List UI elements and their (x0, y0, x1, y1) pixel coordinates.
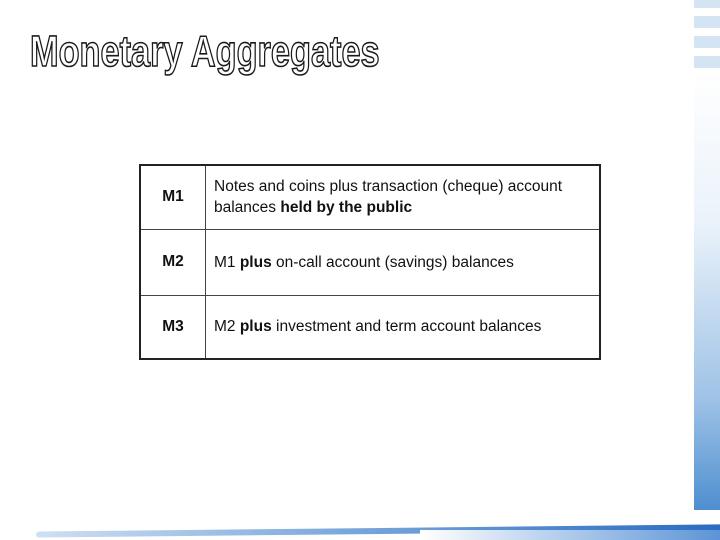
aggregate-code: M1 (140, 165, 206, 229)
aggregate-description (206, 165, 601, 229)
description-emphasis: plus (239, 318, 272, 336)
description-text: Notes and coins plus transaction (cheque) account balances (214, 178, 563, 217)
aggregates-table (139, 164, 601, 360)
bottom-swoosh-accent (420, 530, 720, 540)
description-text: investment and term account balances (271, 318, 542, 336)
table-row (140, 165, 600, 229)
slide-title: Monetary Aggregates (30, 27, 380, 76)
aggregate-description (206, 229, 601, 295)
description-text: M2 (214, 318, 240, 336)
decor-bar (694, 56, 720, 68)
corner-decoration (694, 0, 720, 70)
decor-bar (694, 0, 720, 8)
description-emphasis: held by the public (280, 199, 413, 217)
aggregate-code: M2 (140, 229, 206, 295)
decor-bar (694, 16, 720, 28)
aggregate-description (206, 295, 601, 359)
side-gradient-panel (694, 70, 720, 510)
description-text: M1 (214, 253, 240, 271)
description-text: on-call account (savings) balances (271, 253, 514, 271)
table-row (140, 295, 600, 359)
table-row (140, 229, 600, 295)
decor-bar (694, 36, 720, 48)
description-emphasis: plus (239, 253, 272, 271)
aggregate-code: M3 (140, 295, 206, 359)
